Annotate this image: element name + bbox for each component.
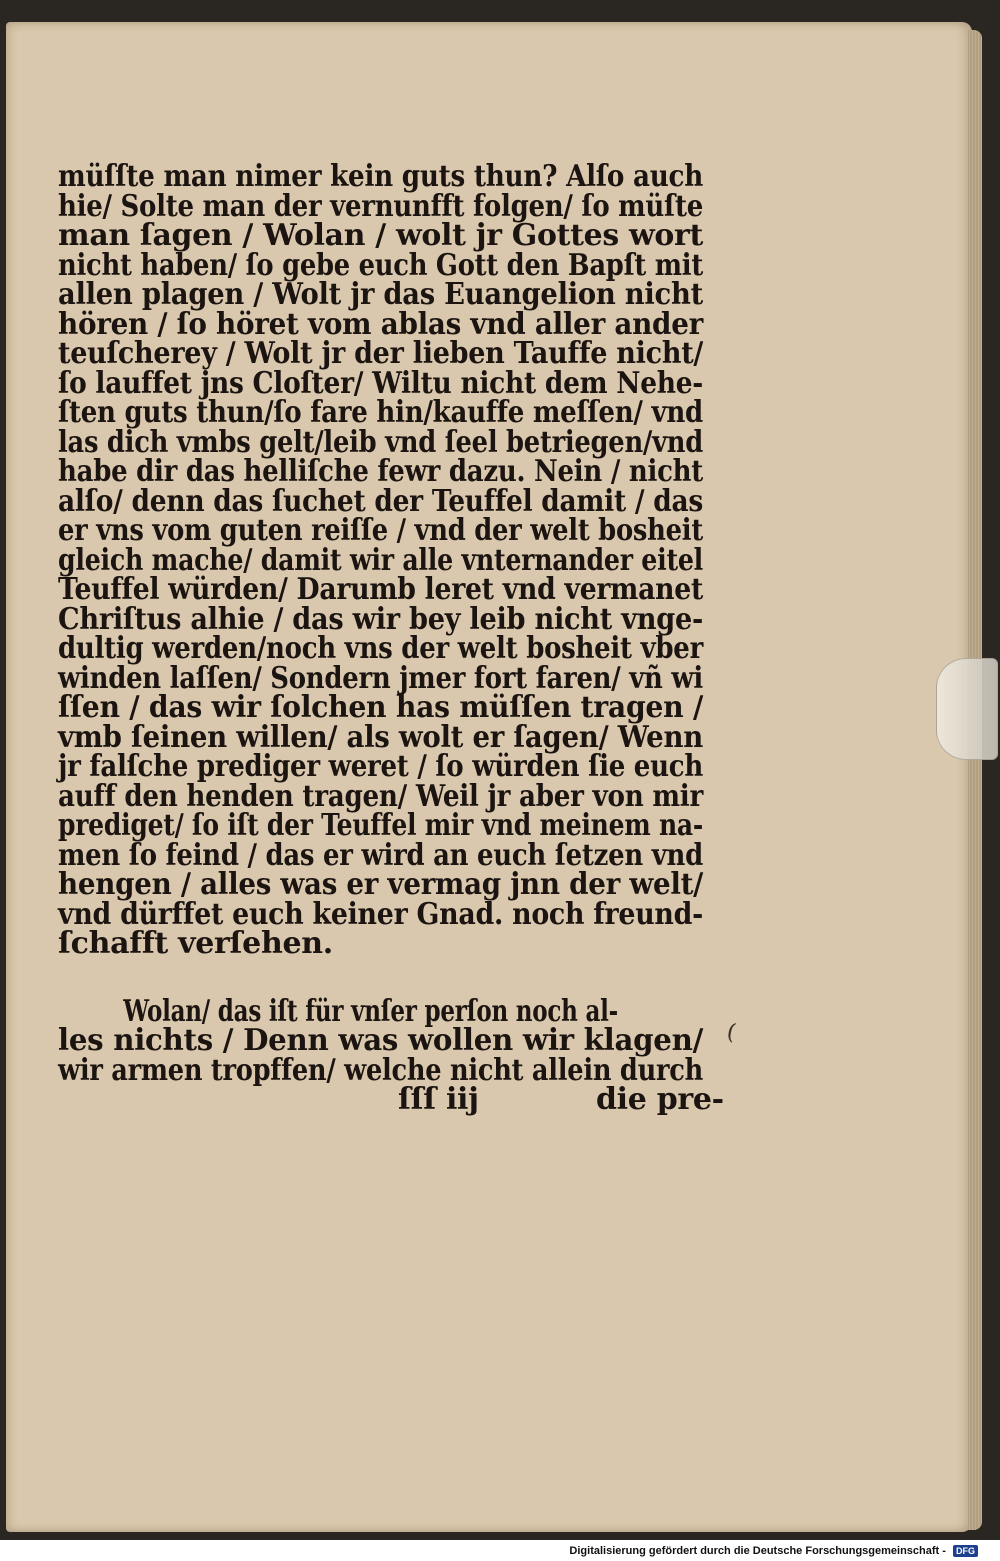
digitization-credit [569,1545,978,1557]
text-line: hengen / alles was er vermag jnn der welt/ [58,867,703,902]
text-line: allen plagen / Wolt jr das Euangelion nicht [58,277,703,312]
text-line: Teuffel würden/ Darumb leret vnd vermanet [58,572,703,607]
text-line: las dich vmbs gelt/leib vnd ſeel betriegen/vnd [58,424,703,460]
text-line: ſchafft verſehen. [58,926,333,961]
text-line: nicht haben/ ſo gebe euch Gott den Bapſt mit [58,247,703,283]
text-line: winden laſſen/ Sondern jmer fort faren/ vñ wi [58,660,703,696]
text-line: dultig werden/noch vns der welt bosheit vber [58,631,703,666]
page-footer [58,1082,724,1117]
margin-mark: ( [724,1019,739,1046]
page-edge-stack [968,30,982,1530]
paragraph-2 [58,993,708,1088]
text-line: alſo/ denn das ſuchet der Teuffel damit / das [58,483,703,519]
text-line: hie/ Solte man der vernunfft folgen/ ſo müſte [58,188,703,224]
text-line: müſſte man nimer kein guts thun? Alſo auch [58,159,703,194]
main-text [58,159,724,1117]
text-line: ſo lauffet jns Cloſter/ Wiltu nicht dem Nehe- [58,365,703,401]
text-line: wir armen tropffen/ welche nicht allein durch [58,1052,703,1088]
page-clip [936,658,998,760]
credit-text: Digitalisierung gefördert durch die Deutsche Forschungsgemeinschaft - [569,1544,946,1557]
text-line: vmb ſeinen willen/ als wolt er ſagen/ Wenn [58,719,703,755]
catchword: die pre- [596,1082,724,1117]
text-line: Wolan/ das iſt für vnſer perſon noch al- [123,993,618,1029]
text-line: man ſagen / Wolan / wolt jr Gottes wort [58,218,703,253]
text-line: er vns vom guten reiſſe / vnd der welt bosheit [58,513,703,548]
text-line: men ſo feind / das er wird an euch ſetzen vnd [58,837,703,873]
text-line: teuſcherey / Wolt jr der lieben Tauffe nicht/ [58,336,703,371]
text-line: auff den henden tragen/ Weil jr aber von mir [58,778,703,814]
paragraph-gap [58,959,708,997]
text-line: gleich mache/ damit wir alle vnternander eitel [58,542,703,578]
text-line: ſſen / das wir ſolchen has müſſen tragen / [58,690,703,725]
signature-mark: ſſſ iij [398,1082,479,1117]
text-line: habe dir das helliſche fewr dazu. Nein / nicht [58,454,703,489]
text-line: jr falſche prediger weret / ſo würden ſie euch [58,749,703,784]
text-line: ſten guts thun/ſo fare hin/kauffe meſſen/ vnd [58,395,703,430]
text-line: vnd dürffet euch keiner Gnad. noch freund- [58,896,703,932]
text-line: prediget/ ſo iſt der Teuffel mir vnd meinem na- [58,808,703,843]
paragraph-1 [58,159,708,961]
text-line: Chriſtus alhie / das wir bey leib nicht vnge- [58,601,703,637]
dfg-logo: DFG [953,1545,978,1557]
text-line: hören / ſo höret vom ablas vnd aller ander [58,306,703,342]
text-line: les nichts / Denn was wollen wir klagen/ [58,1023,703,1058]
